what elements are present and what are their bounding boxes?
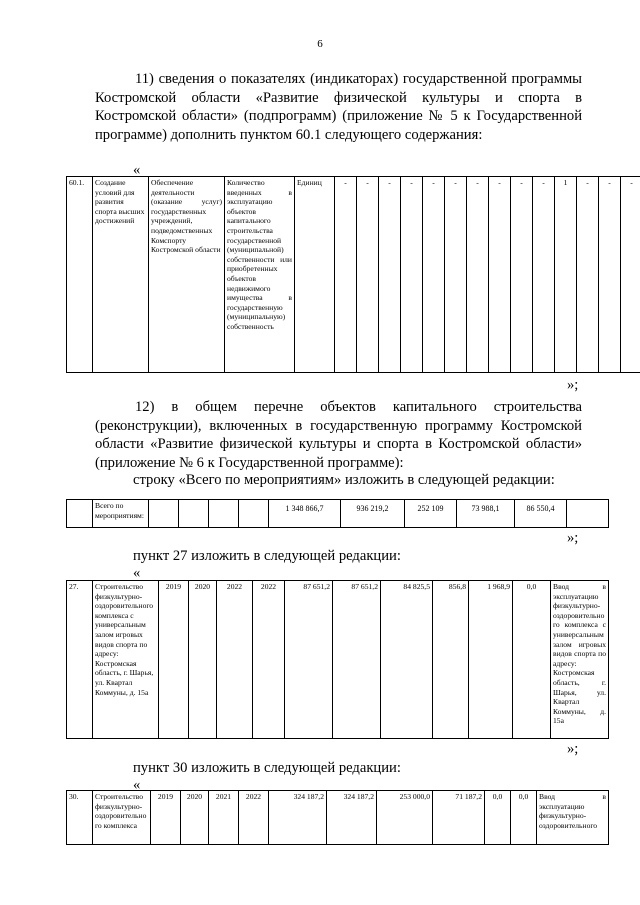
amount-cell: 0,0	[485, 791, 511, 845]
result-cell: Ввод в эксплуатацию физкультурно-оздоровительного комплекса с универсальным залом игровых видов спорта по адресу: Костромская область, г. Шарья, ул. Квартал Коммуны, д. 15а	[551, 581, 609, 739]
amount-cell: 71 187,2	[433, 791, 485, 845]
value-cell: -	[379, 177, 401, 373]
amount-cell: 0,0	[513, 581, 551, 739]
row-number: 30.	[67, 791, 93, 845]
result-cell: Ввод в эксплуатацию физкультурно-оздоровительного	[537, 791, 609, 845]
indicator-cell: Количество введенных в эксплуатацию объектов капитального строительства государственной (муниципальной) собственности или приобретенных объектов недвижимого имущества в государственную (муниципальную) собственность	[225, 177, 295, 373]
indicators-table	[66, 176, 640, 373]
amount-cell: 0,0	[511, 791, 537, 845]
item-30-instruction: пункт 30 изложить в следующей редакции:	[133, 760, 401, 776]
value-cell: -	[401, 177, 423, 373]
amount-cell: 87 651,2	[285, 581, 333, 739]
value-cell: -	[335, 177, 357, 373]
close-quote-2: »;	[567, 530, 579, 546]
item-12-text: 12) в общем перечне объектов капитального строительства (реконструкции), включенных в государственную программу Костромской области «Развитие физической культуры и спорта в Костромской области» (приложение № 6 к Государственной программе):	[95, 399, 582, 471]
value-cell: -	[533, 177, 555, 373]
total-value: 252 109	[405, 500, 457, 528]
table-row	[67, 581, 609, 739]
close-quote-3: »;	[567, 741, 579, 757]
total-value: 73 988,1	[457, 500, 515, 528]
close-quote-1: »;	[567, 377, 579, 393]
year-cell: 2022	[253, 581, 285, 739]
value-cell: -	[599, 177, 621, 373]
value-cell: -	[445, 177, 467, 373]
value-cell: -	[489, 177, 511, 373]
year-cell: 2022	[217, 581, 253, 739]
year-cell: 2020	[181, 791, 209, 845]
amount-cell: 324 187,2	[269, 791, 327, 845]
amount-cell: 87 651,2	[333, 581, 381, 739]
page-number: 6	[317, 38, 323, 50]
table-row	[67, 177, 640, 373]
item-11-text: 11) сведения о показателях (индикаторах) государственной программы Костромской области «Развитие физической культуры и спорта в Костромской области» (подпрограмм) (приложение № 5 к Государственной программе) дополнить пунктом 60.1 следующего содержания:	[95, 71, 582, 143]
table-row	[67, 791, 609, 845]
object-name: Строительство физкультурно-оздоровительного комплекса	[93, 791, 151, 845]
total-value: 86 550,4	[515, 500, 567, 528]
value-cell: -	[511, 177, 533, 373]
task-cell: Обеспечение деятельности (оказание услуг) государственных учреждений, подведомственных Комспорту Костромской области	[149, 177, 225, 373]
total-row-instruction: строку «Всего по мероприятиям» изложить в следующей редакции:	[133, 472, 555, 488]
row-27-table	[66, 580, 609, 739]
year-cell: 2022	[239, 791, 269, 845]
open-quote-2: «	[133, 565, 141, 581]
value-cell: 1	[555, 177, 577, 373]
unit-cell: Единиц	[295, 177, 335, 373]
item-27-instruction: пункт 27 изложить в следующей редакции:	[133, 548, 401, 564]
total-label: Всего по мероприятиям:	[93, 500, 149, 528]
object-name: Строительство физкультурно-оздоровительного комплекса с универсальным залом игровых видов спорта по адресу: Костромская область, г. Шарья, ул. Квартал Коммуны, д. 15а	[93, 581, 159, 739]
value-cell: -	[423, 177, 445, 373]
total-value: 936 219,2	[341, 500, 405, 528]
amount-cell: 856,8	[433, 581, 469, 739]
value-cell: -	[357, 177, 379, 373]
table-row	[67, 500, 609, 528]
amount-cell: 1 968,9	[469, 581, 513, 739]
amount-cell: 324 187,2	[327, 791, 377, 845]
value-cell: -	[577, 177, 599, 373]
row-30-table	[66, 790, 609, 845]
row-number: 27.	[67, 581, 93, 739]
total-value: 1 348 866,7	[269, 500, 341, 528]
row-number: 60.1.	[67, 177, 93, 373]
amount-cell: 253 000,0	[377, 791, 433, 845]
year-cell: 2019	[159, 581, 189, 739]
amount-cell: 84 825,5	[381, 581, 433, 739]
value-cell: -	[467, 177, 489, 373]
year-cell: 2020	[189, 581, 217, 739]
year-cell: 2021	[209, 791, 239, 845]
year-cell: 2019	[151, 791, 181, 845]
value-cell: -	[621, 177, 640, 373]
total-table	[66, 499, 609, 528]
open-quote-1: «	[133, 162, 141, 178]
goal-cell: Создание условий для развития спорта высших достижений	[93, 177, 149, 373]
open-quote-3: «	[133, 777, 141, 793]
